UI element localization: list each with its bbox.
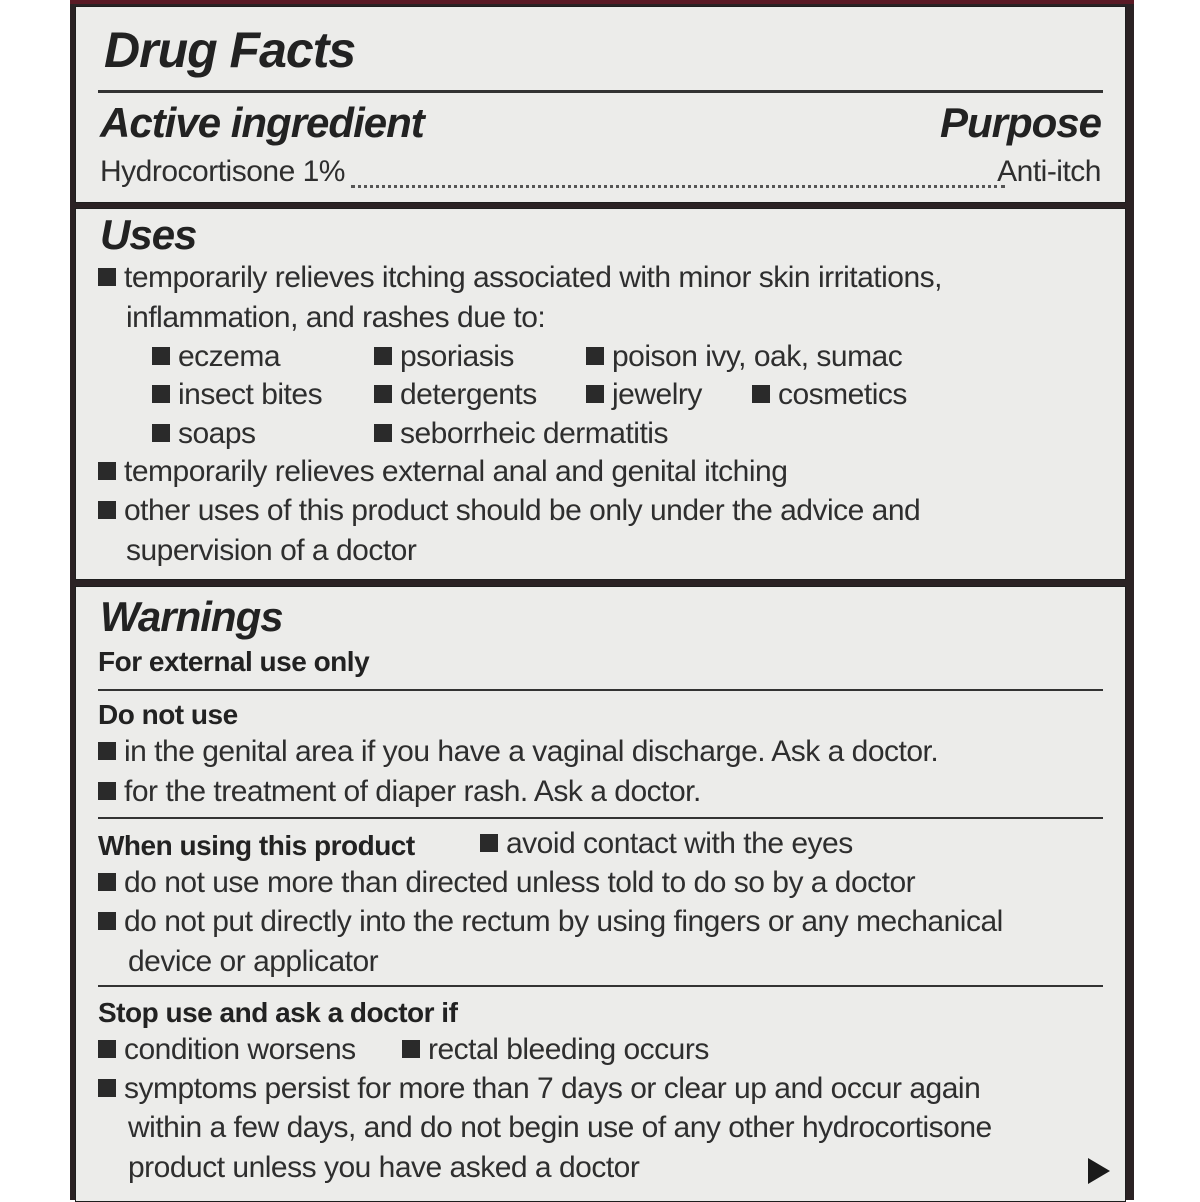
cause-item: insect bites [152,378,322,412]
bullet-square [98,1040,116,1058]
cause-item: jewelry [586,378,702,412]
bullet-square [152,347,170,365]
purpose-heading: Purpose [939,99,1101,146]
uses-item-1-cont: inflammation, and rashes due to: [126,301,546,334]
active-ingredient-heading: Active ingredient [100,99,424,146]
ingredient-purpose: Anti-itch [997,155,1101,188]
ingredient-name: Hydrocortisone 1% [100,155,345,188]
drug-facts-title: Drug Facts [104,22,356,78]
drug-facts-frame [70,0,1134,1200]
bullet-square [752,385,770,403]
bullet-square [98,782,116,800]
bullet-square [480,834,498,852]
dotted-leader [351,185,1005,188]
uses-panel [75,208,1126,580]
bullet-square [152,385,170,403]
uses-item-3: other uses of this product should be only under the advice and [98,494,920,528]
bullet-square [374,347,392,365]
bullet-square [586,385,604,403]
bullet-square [586,347,604,365]
active-ingredient-panel [75,6,1126,203]
bullet-square [98,873,116,891]
when-using-heading: When using this product [98,830,415,861]
bullet-square [98,912,116,930]
bullet-square [98,1079,116,1097]
stop-use-item: rectal bleeding occurs [402,1033,709,1067]
bullet-square [374,424,392,442]
bullet-square [98,462,116,480]
stop-use-item: symptoms persist for more than 7 days or clear up and occur again [98,1072,980,1106]
uses-item-2: temporarily relieves external anal and genital itching [98,455,787,489]
bullet-square [98,501,116,519]
warnings-heading: Warnings [100,593,283,640]
continue-arrow-icon [1088,1158,1110,1184]
stop-use-item: condition worsens [98,1033,356,1067]
external-use-heading: For external use only [98,646,370,677]
stop-use-item-cont: within a few days, and do not begin use of any other hydrocortisone [128,1111,992,1144]
do-not-use-heading: Do not use [98,699,238,730]
bullet-square [152,424,170,442]
when-using-item: do not put directly into the rectum by using fingers or any mechanical [98,905,1003,939]
cause-item: seborrheic dermatitis [374,417,668,451]
when-using-inline-item: avoid contact with the eyes [480,827,853,861]
cause-item: detergents [374,378,537,412]
uses-heading: Uses [100,211,197,258]
bullet-square [98,742,116,760]
do-not-use-item: in the genital area if you have a vaginal discharge. Ask a doctor. [98,735,938,769]
when-using-item: do not use more than directed unless told to do so by a doctor [98,866,915,900]
cause-item: psoriasis [374,340,514,374]
section-divider [98,985,1103,987]
cause-item: eczema [152,340,280,374]
section-divider [98,817,1103,819]
warnings-panel [75,586,1126,1202]
stop-use-item-cont: product unless you have asked a doctor [128,1151,640,1184]
bullet-square [98,268,116,286]
when-using-item-cont: device or applicator [128,945,379,978]
uses-item-1: temporarily relieves itching associated with minor skin irritations, [98,261,942,295]
cause-item: cosmetics [752,378,907,412]
title-divider [98,90,1103,93]
uses-item-3-cont: supervision of a doctor [126,534,417,567]
section-divider [98,689,1103,691]
bullet-square [402,1040,420,1058]
cause-item: poison ivy, oak, sumac [586,340,902,374]
cause-item: soaps [152,417,256,451]
bullet-square [374,385,392,403]
stop-use-heading: Stop use and ask a doctor if [98,997,458,1028]
do-not-use-item: for the treatment of diaper rash. Ask a doctor. [98,775,701,809]
